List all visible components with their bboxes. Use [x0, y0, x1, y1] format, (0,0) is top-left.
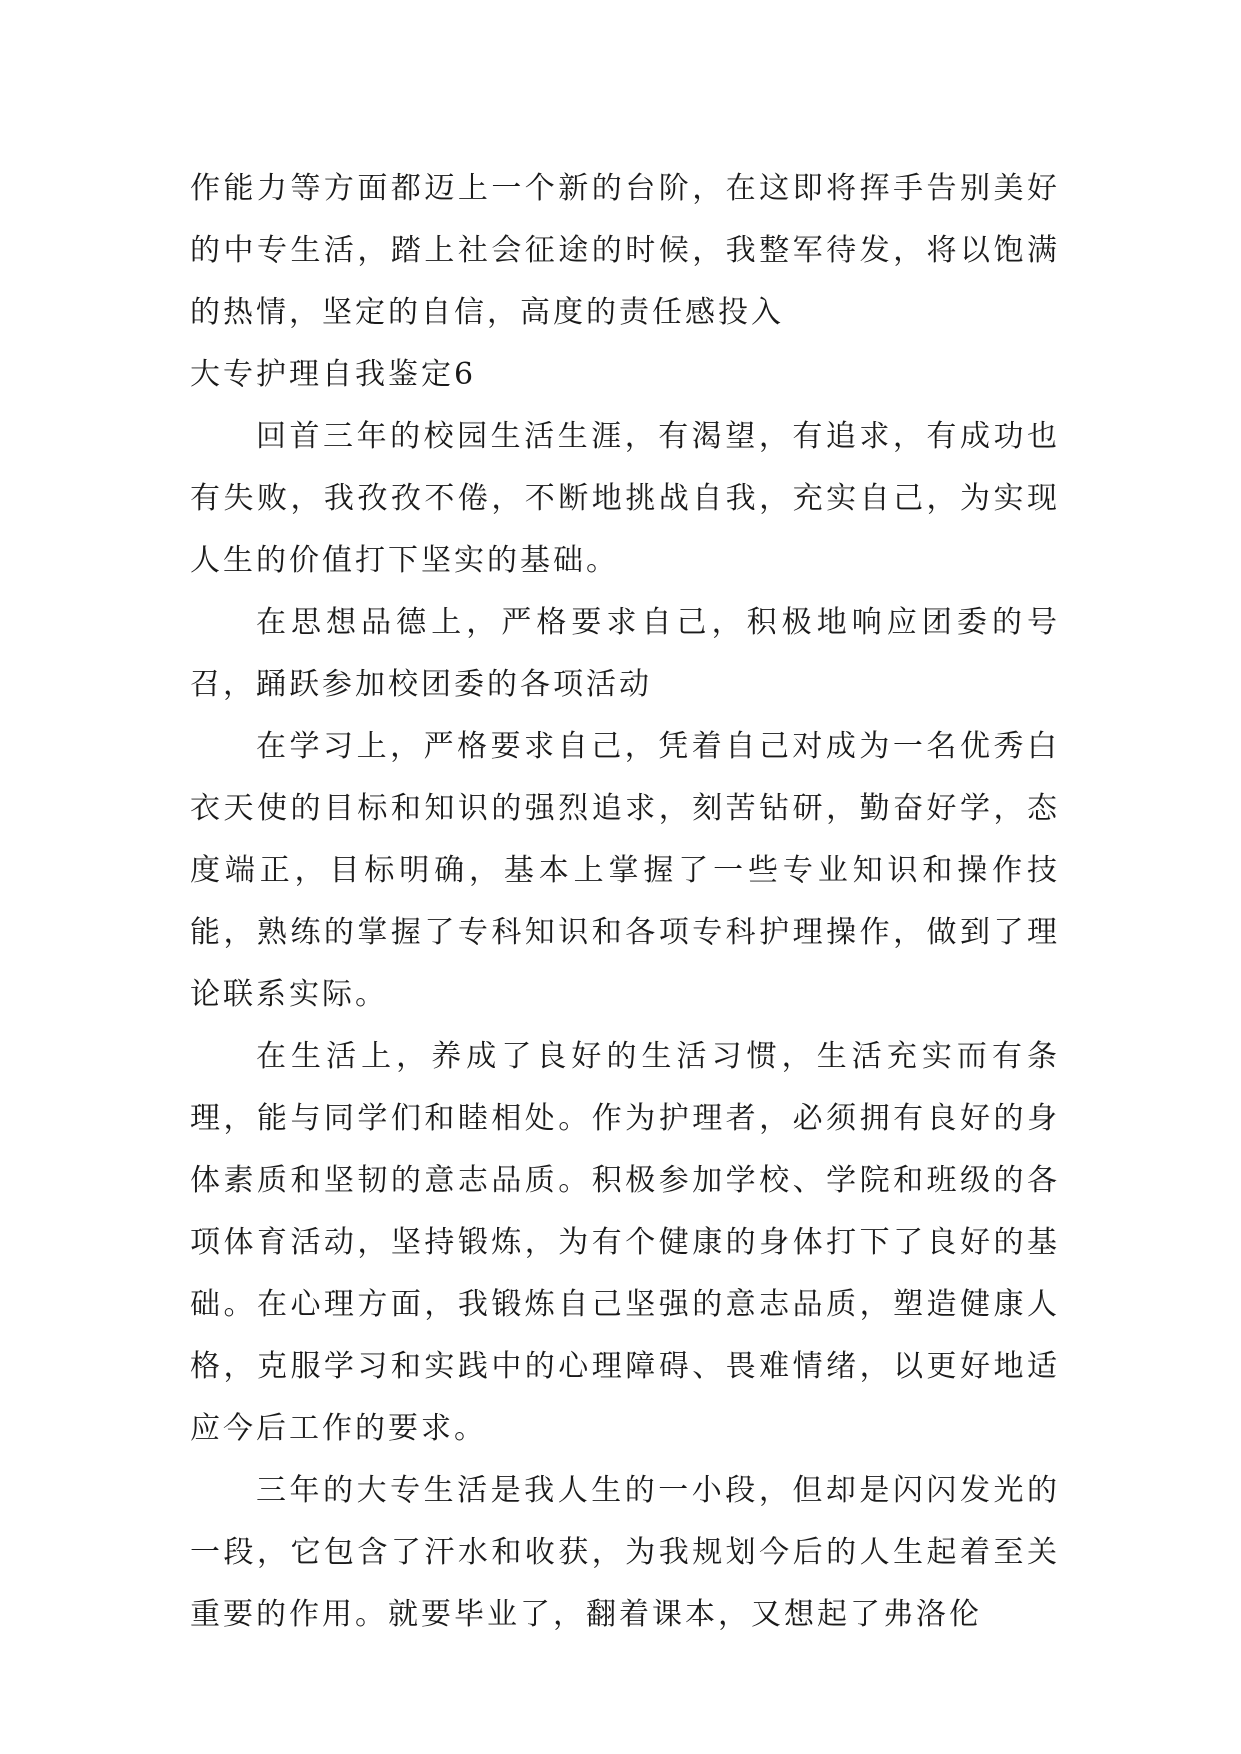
paragraph-ideology: 在思想品德上，严格要求自己，积极地响应团委的号召，踊跃参加校团委的各项活动: [190, 605, 1060, 702]
section-heading: 大专护理自我鉴定6: [190, 357, 477, 392]
document-body: [190, 158, 1060, 1646]
paragraph-study: 在学习上，严格要求自己，凭着自己对成为一名优秀白衣天使的目标和知识的强烈追求，刻苦钻研，勤奋好学，态度端正，目标明确，基本上掌握了一些专业知识和操作技能，熟练的掌握了专科知识和各项专科护理操作，做到了理论联系实际。: [190, 729, 1060, 1012]
paragraph-conclusion: 三年的大专生活是我人生的一小段，但却是闪闪发光的一段，它包含了汗水和收获，为我规划今后的人生起着至关重要的作用。就要毕业了，翻着课本，又想起了弗洛伦: [190, 1473, 1060, 1632]
paragraph-intro: 回首三年的校园生活生涯，有渴望，有追求，有成功也有失败，我孜孜不倦，不断地挑战自我，充实自己，为实现人生的价值打下坚实的基础。: [190, 419, 1060, 578]
continuation-paragraph: 作能力等方面都迈上一个新的台阶，在这即将挥手告别美好的中专生活，踏上社会征途的时候，我整军待发，将以饱满的热情，坚定的自信，高度的责任感投入: [190, 171, 1060, 330]
paragraph-life: 在生活上，养成了良好的生活习惯，生活充实而有条理，能与同学们和睦相处。作为护理者，必须拥有良好的身体素质和坚韧的意志品质。积极参加学校、学院和班级的各项体育活动，坚持锻炼，为有个健康的身体打下了良好的基础。在心理方面，我锻炼自己坚强的意志品质，塑造健康人格，克服学习和实践中的心理障碍、畏难情绪，以更好地适应今后工作的要求。: [190, 1039, 1060, 1446]
